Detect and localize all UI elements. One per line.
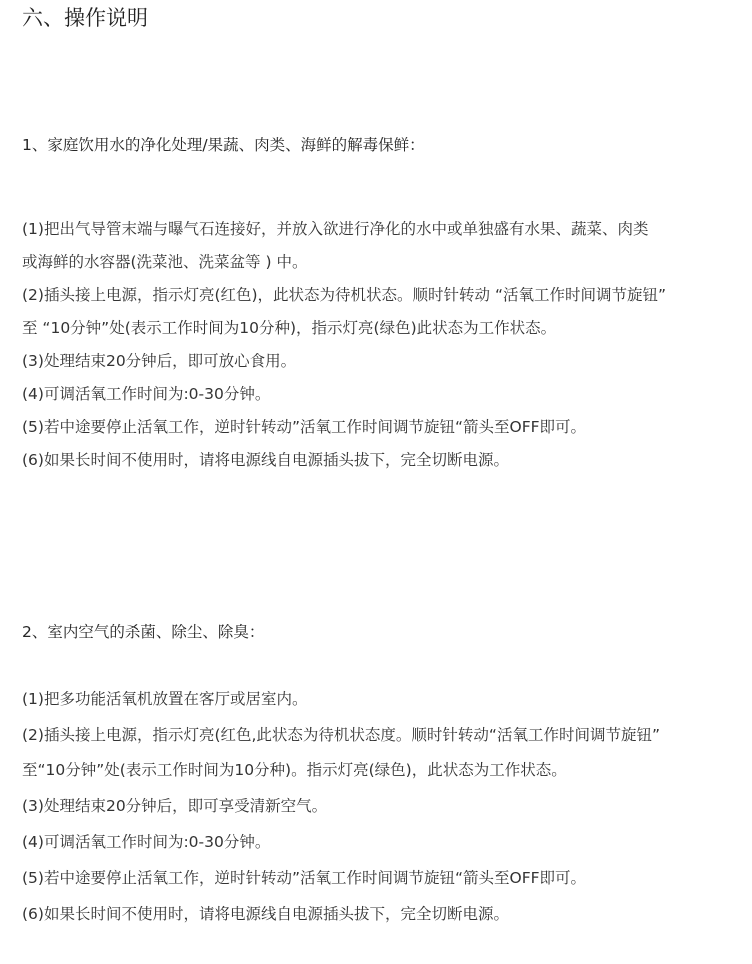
instruction-line: 或海鲜的水容器(洗菜池、洗菜盆等 ) 中。 [22, 253, 308, 271]
instruction-line: (5)若中途要停止活氧工作，逆时针转动”活氧工作时间调节旋钮“箭头至OFF即可。 [22, 418, 587, 436]
instruction-line: (1)把多功能活氧机放置在客厅或居室内。 [22, 690, 308, 708]
instruction-line: (6)如果长时间不使用时，请将电源线自电源插头拔下，完全切断电源。 [22, 905, 509, 923]
section-heading-water: 1、家庭饮用水的净化处理/果蔬、肉类、海鲜的解毒保鲜： [22, 136, 425, 154]
instruction-line: (2)插头接上电源，指示灯亮(红色,此状态为待机状态度。顺时针转动“活氧工作时间调节旋钮” [22, 726, 660, 744]
instruction-line: 至“10分钟”处(表示工作时间为10分种)。指示灯亮(绿色)，此状态为工作状态。 [22, 761, 567, 779]
instruction-line: (4)可调活氧工作时间为:0-30分钟。 [22, 385, 271, 403]
instruction-line: (5)若中途要停止活氧工作，逆时针转动”活氧工作时间调节旋钮“箭头至OFF即可。 [22, 869, 587, 887]
instruction-line: (3)处理结束20分钟后，即可享受清新空气。 [22, 797, 328, 815]
section-heading-air: 2、室内空气的杀菌、除尘、除臭： [22, 623, 265, 641]
instruction-line: (1)把出气导管末端与曝气石连接好，并放入欲进行净化的水中或单独盛有水果、蔬菜、肉类 [22, 220, 649, 238]
instruction-line: 至 “10分钟”处(表示工作时间为10分种)，指示灯亮(绿色)此状态为工作状态。 [22, 319, 557, 337]
instruction-line: (3)处理结束20分钟后，即可放心食用。 [22, 352, 297, 370]
instruction-line: (6)如果长时间不使用时，请将电源线自电源插头拔下，完全切断电源。 [22, 451, 509, 469]
instruction-line: (4)可调活氧工作时间为:0-30分钟。 [22, 833, 271, 851]
page-title: 六、操作说明 [22, 6, 148, 30]
instruction-line: (2)插头接上电源，指示灯亮(红色)，此状态为待机状态。顺时针转动 “活氧工作时间调节旋钮” [22, 286, 667, 304]
